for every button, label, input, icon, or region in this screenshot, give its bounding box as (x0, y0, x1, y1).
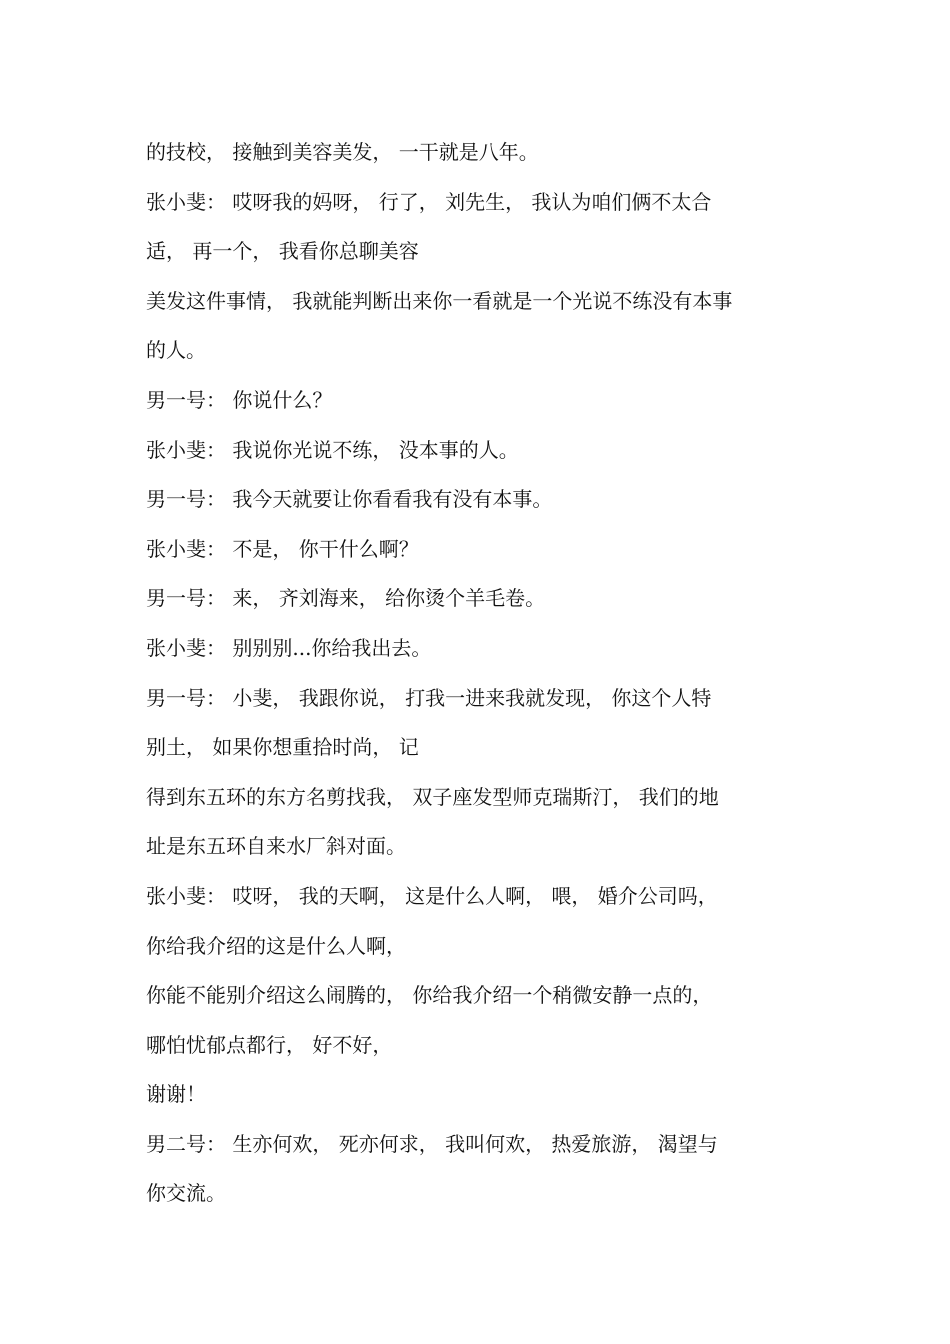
text-line: 男一号： 小斐， 我跟你说， 打我一进来我就发现， 你这个人特 (146, 685, 712, 710)
text-line: 你能不能别介绍这么闹腾的， 你给我介绍一个稍微安静一点的， (146, 983, 713, 1008)
text-line: 址是东五环自来水厂斜对面。 (146, 834, 406, 859)
text-line: 张小斐： 我说你光说不练， 没本事的人。 (146, 437, 519, 462)
text-line: 谢谢！ (146, 1082, 206, 1107)
text-line: 男一号： 来， 齐刘海来， 给你烫个羊毛卷。 (146, 586, 546, 611)
text-line: 的技校， 接触到美容美发， 一干就是八年。 (146, 140, 539, 164)
text-line: 张小斐： 别别别...你给我出去。 (146, 635, 432, 660)
text-line: 张小斐： 不是， 你干什么啊？ (146, 536, 419, 561)
text-line: 张小斐： 哎呀， 我的天啊， 这是什么人啊， 喂， 婚介公司吗， (146, 883, 718, 908)
text-line: 美发这件事情， 我就能判断出来你一看就是一个光说不练没有本事 (146, 288, 733, 313)
script-text-body (146, 128, 818, 1219)
text-line: 男一号： 你说什么？ (146, 387, 333, 412)
text-line: 得到东五环的东方名剪找我， 双子座发型师克瑞斯汀， 我们的地 (146, 784, 719, 809)
text-line: 别土， 如果你想重拾时尚， 记 (146, 735, 419, 760)
text-line: 你给我介绍的这是什么人啊， (146, 933, 406, 958)
text-line: 男二号： 生亦何欢， 死亦何求， 我叫何欢， 热爱旅游， 渴望与 (146, 1131, 718, 1156)
text-line: 哪怕忧郁点都行， 好不好， (146, 1032, 393, 1057)
text-line: 的人。 (146, 338, 206, 363)
text-line: 男一号： 我今天就要让你看看我有没有本事。 (146, 487, 553, 512)
text-line: 张小斐： 哎呀我的妈呀， 行了， 刘先生， 我认为咱们俩不太合 (146, 189, 712, 214)
text-line: 你交流。 (146, 1181, 226, 1206)
text-line: 适， 再一个， 我看你总聊美容 (146, 239, 419, 264)
